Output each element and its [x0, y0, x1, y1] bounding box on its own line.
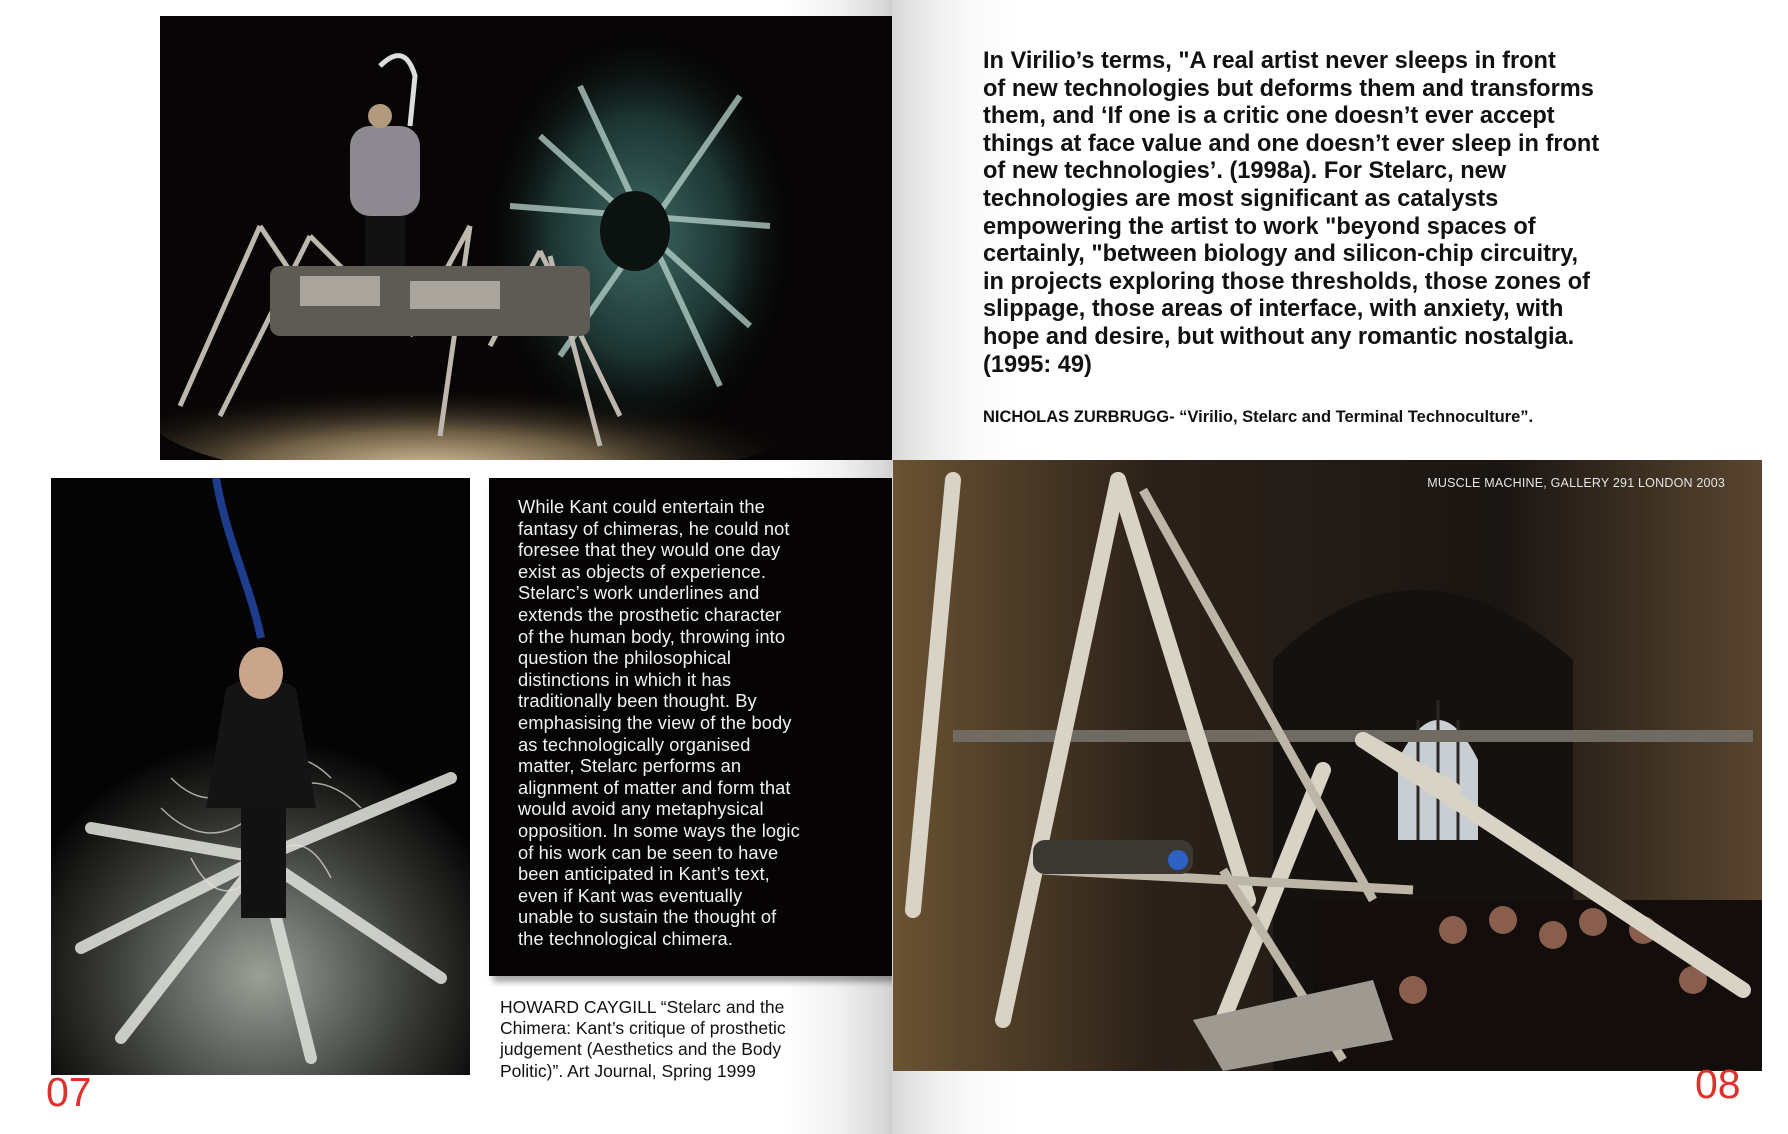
page-number-left: 07: [46, 1069, 92, 1115]
stage-machine-photo: [160, 16, 892, 460]
caygill-citation: HOWARD CAYGILL “Stelarc and the Chimera: Kant’s critique of prosthetic judgement (Aesthetics and the Body Politic)”. Art Journal, Spring 1999: [500, 997, 786, 1081]
zurbrugg-attribution: NICHOLAS ZURBRUGG- “Virilio, Stelarc and Terminal Technoculture”.: [983, 408, 1534, 426]
photo-caption: MUSCLE MACHINE, GALLERY 291 LONDON 2003: [1427, 476, 1725, 490]
left-page: [0, 0, 892, 1134]
kant-quote-text: While Kant could entertain the fantasy of chimeras, he could not foresee that they would one day exist as objects of experience. Stelarc’s work underlines and extends the prosthetic character of the human body, throwing into question the philosophical distinctions in which it has traditionally been thought. By emphasising the view of the body as technologically organised matter, Stelarc performs an alignment of matter and form that would avoid any metaphysical opposition. In some ways the logic of his work can be seen to have been anticipated in Kant’s text, even if Kant was eventually unable to sustain the thought of the technological chimera.: [518, 496, 800, 949]
page-number-right: 08: [1695, 1061, 1741, 1107]
muscle-machine-photo: [893, 460, 1762, 1071]
kant-quote-box: [489, 478, 892, 976]
hexapod-overhead-photo: [51, 478, 470, 1075]
virilio-quote: In Virilio’s terms, "A real artist never sleeps in front of new technologies but deforms them and transforms them, and ‘If one is a critic one doesn’t ever accept things at face value and one doesn’t ever sleep in front of new technologies’. (1998a). For Stelarc, new technologies are most significant as catalysts empowering the artist to work "beyond spaces of certainly, "between biology and silicon-chip circuitry, in projects exploring those thresholds, those zones of slippage, those areas of interface, with anxiety, with hope and desire, but without any romantic nostalgia. (1995: 49): [983, 48, 1600, 378]
